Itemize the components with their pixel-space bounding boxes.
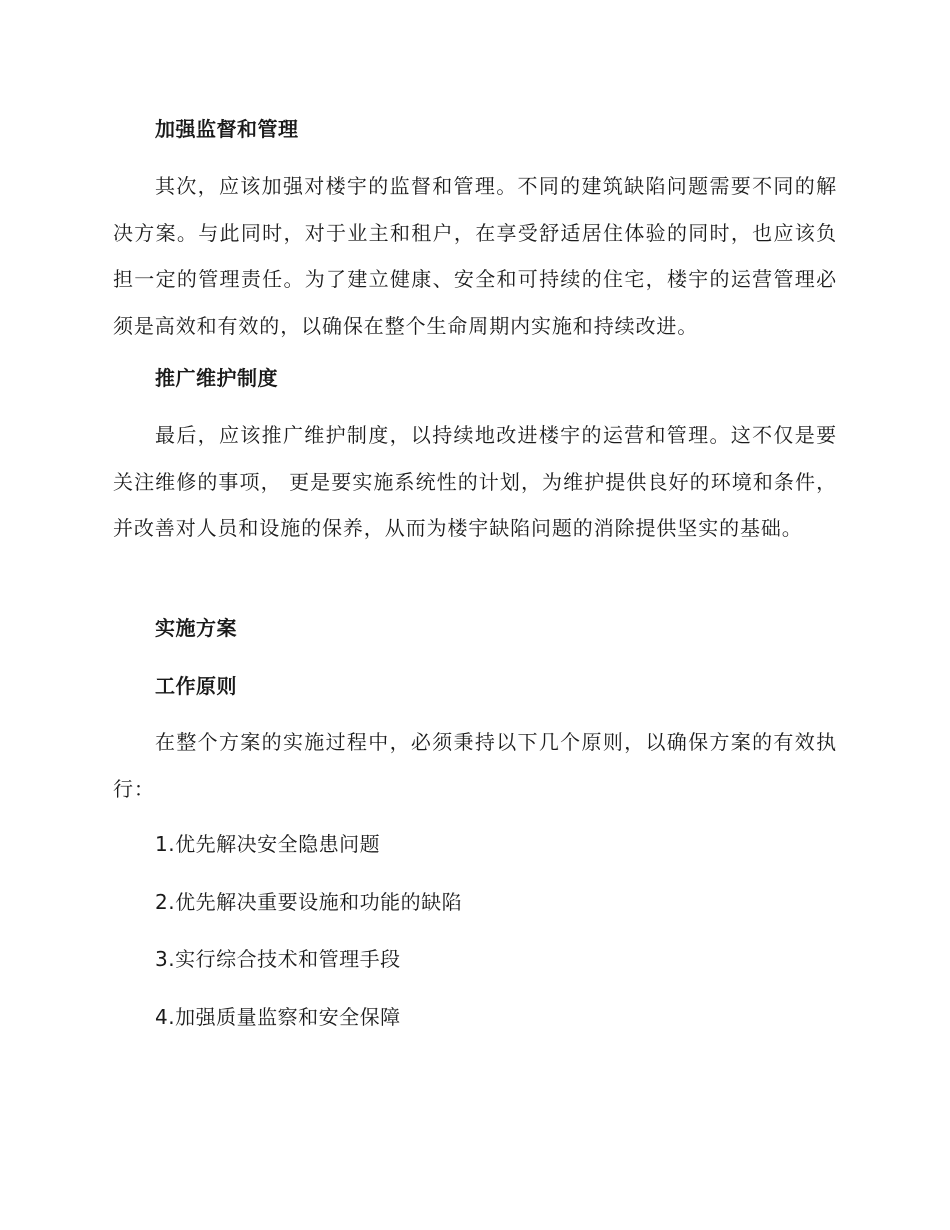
list-item: 3.实行综合技术和管理手段 [155,947,401,971]
heading-supervision: 加强监督和管理 [155,117,299,141]
heading-principles: 工作原则 [155,674,237,698]
paragraph-supervision: 其次，应该加强对楼宇的监督和管理。不同的建筑缺陷问题需要不同的解决方案。与此同时，对于业主和租户，在享受舒适居住体验的同时，也应该负担一定的管理责任。为了建立健康、安全和可持续的住宅，楼宇的运营管理必须是高效和有效的，以确保在整个生命周期内实施和持续改进。 [113,174,837,338]
list-item: 2.优先解决重要设施和功能的缺陷 [155,890,463,914]
heading-maintenance: 推广维护制度 [155,366,278,390]
paragraph-principles-intro: 在整个方案的实施过程中，必须秉持以下几个原则，以确保方案的有效执行： [113,730,837,801]
list-item: 4.加强质量监察和安全保障 [155,1005,401,1029]
paragraph-maintenance: 最后，应该推广维护制度，以持续地改进楼宇的运营和管理。这不仅是要关注维修的事项， 更是要实施系统性的计划，为维护提供良好的环境和条件，并改善对人员和设施的保养，从而为楼宇缺陷问题的消除提供坚实的基础。 [113,423,837,540]
heading-implementation: 实施方案 [155,616,237,640]
list-item: 1.优先解决安全隐患问题 [155,832,381,856]
